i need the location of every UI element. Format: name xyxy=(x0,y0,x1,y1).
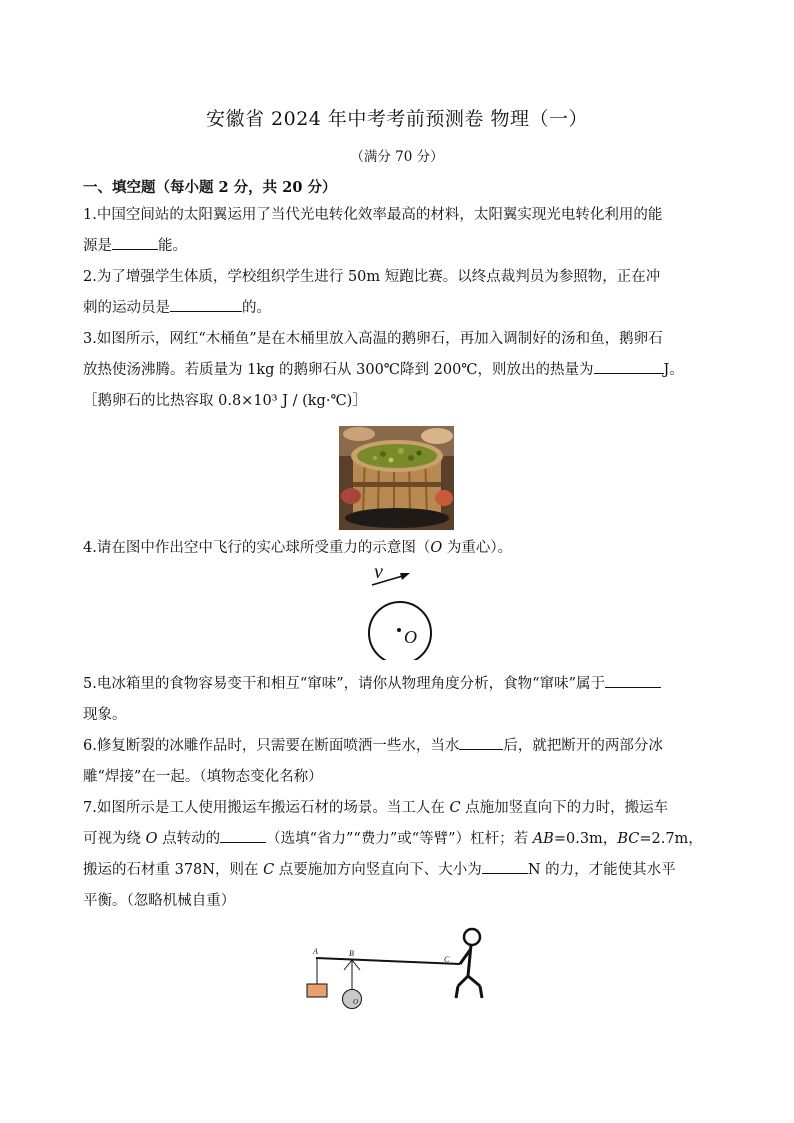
q5-line-1: 5.电冰箱里的食物容易变干和相互“窜味”，请你从物理角度分析，食物“窜味”属于 xyxy=(83,669,713,700)
cart-wheel xyxy=(343,990,362,1009)
cart-lever-diagram[interactable] xyxy=(300,920,500,1024)
velocity-arrowhead xyxy=(400,573,410,580)
question-2 xyxy=(83,262,713,324)
q6-line-2: 雕“焊接”在一起。（填物态变化名称） xyxy=(83,769,323,785)
worker-leg-front xyxy=(458,976,468,986)
q6-line-1: 6.修复断裂的冰雕作品时，只需要在断面喷洒一些水，当水 后，就把断开的两部分冰 xyxy=(83,731,713,762)
velocity-label: v xyxy=(374,561,383,583)
label-a: A xyxy=(313,947,318,956)
section-heading: 一、填空题（每小题 2 分，共 20 分） xyxy=(83,179,337,196)
q1-line-1: 1.中国空间站的太阳翼运用了当代光电转化效率最高的材料，太阳翼实现光电转化利用的能 xyxy=(83,207,663,223)
q6-answer-blank[interactable] xyxy=(459,733,503,750)
question-3 xyxy=(83,324,713,417)
q1-line-2: 源是 能。 xyxy=(83,231,713,262)
q4-line-1: 4.请在图中作出空中飞行的实心球所受重力的示意图（O 为重心）。 xyxy=(83,540,513,556)
q3-line-2: 放热使汤沸腾。若质量为 1kg 的鹅卵石从 300℃降到 200℃，则放出的热量为 J。 xyxy=(83,355,713,386)
barrel-fish-photo xyxy=(339,426,454,530)
q3-line-1: 3.如图所示，网红“木桶鱼”是在木桶里放入高温的鹅卵石，再加入调制好的汤和鱼，鹅卵石 xyxy=(83,331,663,347)
label-c: C xyxy=(444,955,450,964)
q7-answer-blank-1[interactable] xyxy=(220,826,266,843)
q3-line-3: ［鹅卵石的比热容取 0.8×10³ J / (kg·℃)］ xyxy=(83,393,367,409)
q7-line-4: 平衡。（忽略机械自重） xyxy=(83,893,236,909)
support-right xyxy=(352,960,360,970)
label-b: B xyxy=(349,949,354,958)
q7-line-1: 7.如图所示是工人使用搬运车搬运石材的场景。当工人在 C 点施加竖直向下的力时，搬运车 xyxy=(83,800,669,816)
question-7 xyxy=(83,793,713,917)
worker-shin-back xyxy=(480,986,482,998)
question-1 xyxy=(83,200,713,262)
q7-line-3: 搬运的石材重 378N，则在 C 点要施加方向竖直向下、大小为 N 的力，才能使其水平 xyxy=(83,855,713,886)
worker-shin-front xyxy=(456,986,458,998)
q5-line-2: 现象。 xyxy=(83,707,127,723)
q2-answer-blank[interactable] xyxy=(170,295,242,312)
ball-diagram[interactable] xyxy=(360,560,460,664)
worker-leg-back xyxy=(468,976,480,986)
question-6 xyxy=(83,731,713,793)
support-left xyxy=(344,960,352,970)
q7-line-2: 可视为绕 O 点转动的 （选填“省力”“费力”或“等臂”）杠杆；若 AB=0.3m，BC=2.7m， xyxy=(83,824,713,855)
q3-answer-blank[interactable] xyxy=(594,357,664,374)
q7-answer-blank-2[interactable] xyxy=(482,857,528,874)
q2-line-2: 刺的运动员是 的。 xyxy=(83,293,713,324)
page-title: 安徽省 2024 年中考考前预测卷 物理（一） xyxy=(206,108,588,130)
center-label: O xyxy=(404,627,417,647)
q2-line-1: 2.为了增强学生体质，学校组织学生进行 50m 短跑比赛。以终点裁判员为参照物，正在冲 xyxy=(83,269,661,285)
q5-answer-blank[interactable] xyxy=(605,671,661,688)
lever-bar xyxy=(316,958,460,964)
center-of-gravity-dot xyxy=(397,628,401,632)
page-subtitle: （满分 70 分） xyxy=(350,149,444,165)
stone-block xyxy=(307,984,327,997)
q1-answer-blank[interactable] xyxy=(112,233,158,250)
label-o: O xyxy=(353,998,359,1006)
question-5 xyxy=(83,669,713,731)
worker-head xyxy=(464,929,480,945)
